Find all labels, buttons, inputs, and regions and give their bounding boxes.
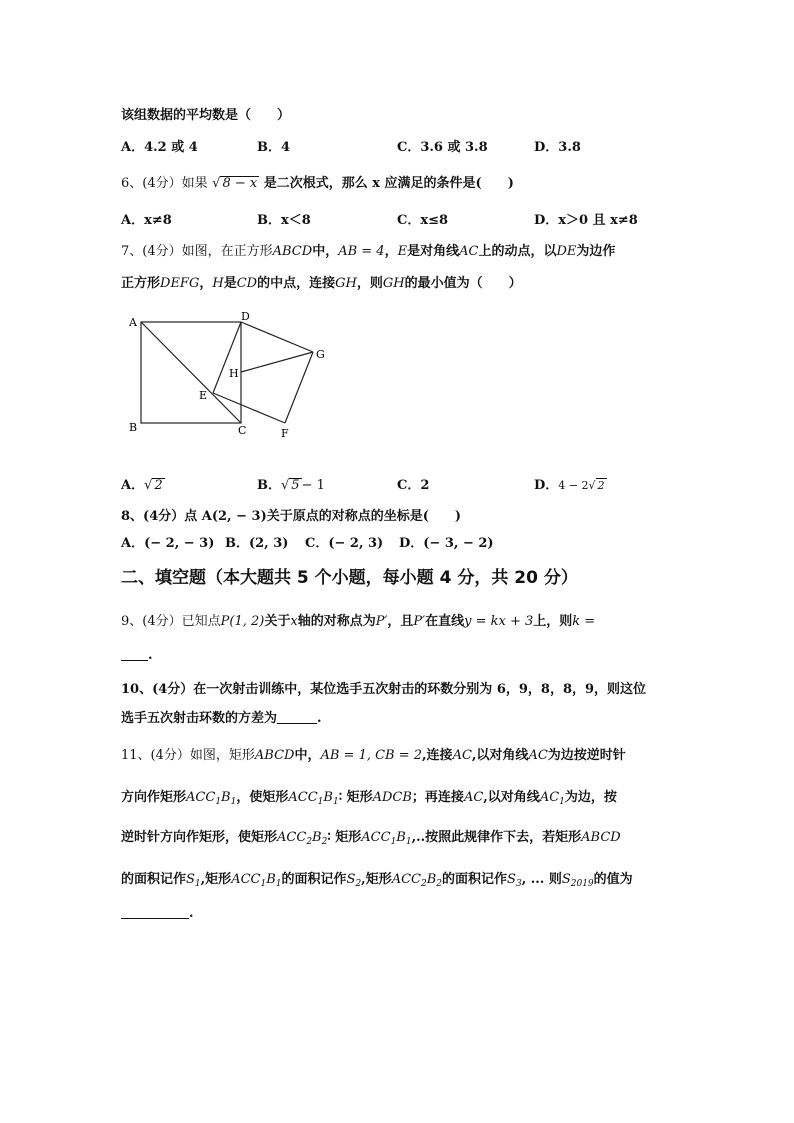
section-title: 二、填空题（本大题共 5 个小题，每小题 4 分，共 20 分） [121, 568, 578, 588]
choice-c: C．3.6 或 3.8 [397, 140, 488, 155]
label-c: C [238, 424, 247, 437]
choice-c: C．x≤8 [397, 213, 449, 228]
choice-d: D．(− 3, − 2) [399, 536, 494, 551]
label-b: B [129, 421, 138, 434]
choice-b: B．4 [257, 140, 291, 155]
choice-a: A．4.2 或 4 [121, 140, 198, 155]
question-7-line-1: 7、(4分）如图，在正方形ABCD中，AB = 4，E是对角线AC上的动点，以DE为边作 [121, 244, 616, 259]
choice-d: D．4 − 2√ 2 [534, 478, 605, 493]
choice-c: C．(− 2, 3) [305, 536, 384, 551]
label-a: A [129, 316, 137, 329]
question-8: 8、(4分）点 A(2, − 3)关于原点的对称点的坐标是( ) [121, 509, 462, 524]
label-d: D [241, 310, 250, 323]
question-11-line-3: 逆时针方向作矩形，使矩形$ACC_2B_2∶$ 矩形$ACC_1B_1$,..按照此规律作下去，若矩形ABCD [121, 830, 621, 847]
choice-b: B．√ 5 − 1 [257, 478, 325, 493]
segment-dg [241, 322, 313, 352]
label-f: F [281, 427, 289, 440]
radicand: 8 − x [222, 176, 258, 191]
choice-d: D．3.8 [534, 140, 581, 155]
segment-ef [213, 393, 285, 423]
question-7-line-2: 正方形DEFG，H是CD的中点，连接GH，则GH的最小值为（ ） [121, 276, 522, 291]
question-11-line-1: 11、(4分）如图，矩形ABCD中，AB = 1, CB = 2,连接AC,以对角线AC为边按逆时针 [121, 748, 626, 763]
choice-a: A．(− 2, − 3) [121, 536, 215, 551]
segment-gf [285, 352, 313, 423]
question-10-line-1: 10、(4分）在一次射击训练中，某位选手五次射击的环数分别为 6，9，8，8，9，则这位 [121, 682, 647, 697]
question-6: 6、(4分）如果 √ 8 − x 是二次根式，那么 x 应满足的条件是( ) [121, 176, 514, 191]
geometry-figure [120, 306, 340, 446]
answer-line-11: . [121, 906, 194, 921]
question-9: 9、(4分）已知点P(1, 2)关于x轴的对称点为P′，且P′在直线y = kx + 3上，则k = [121, 614, 596, 629]
label-g: G [316, 348, 325, 361]
choice-c: C．2 [397, 478, 430, 493]
question-11-line-2: 方向作矩形$ACC_1B_1$，使矩形$ACC_1B_1∶$ 矩形ADCB；再连接AC,以对角线$AC_1$为边，按 [121, 790, 617, 807]
segment-hg [241, 352, 313, 372]
choice-a: A．x≠8 [121, 213, 172, 228]
answer-line-9: . [121, 648, 153, 663]
segment-de [213, 322, 241, 393]
text-line: 该组数据的平均数是（ ） [121, 108, 291, 123]
question-11-line-4: 的面积记作$S_1$,矩形$ACC_1B_1$的面积记作$S_2$,矩形$ACC_2B_2$的面积记作$S_3$, ... 则$S_{2019}$的值为 [121, 872, 633, 889]
choice-b: B．x＜8 [257, 213, 311, 228]
choice-a: A．√ 2 [121, 478, 163, 493]
question-10-line-2: 选手五次射击环数的方差为 . [121, 711, 322, 726]
choice-d: D．x＞0 且 x≠8 [534, 213, 638, 228]
diagonal-ac [141, 322, 241, 423]
label-h: H [229, 367, 239, 380]
choice-b: B．(2, 3) [225, 536, 289, 551]
label-e: E [199, 389, 208, 402]
